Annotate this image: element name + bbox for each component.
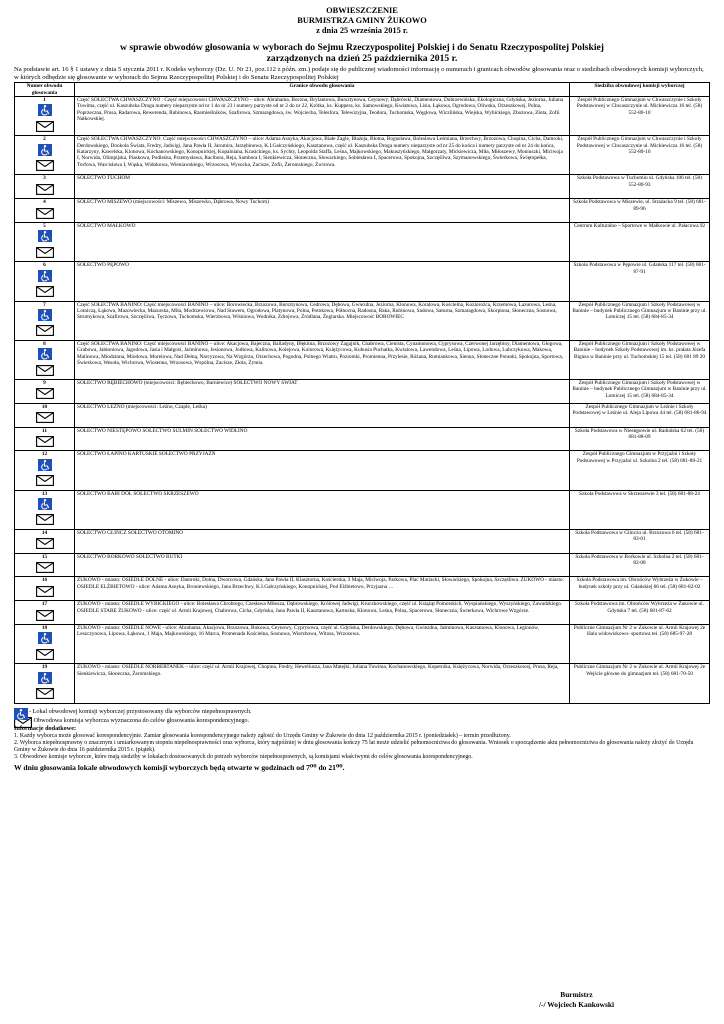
district-number: 7 bbox=[43, 301, 46, 308]
district-bounds: Część SOŁECTWA CHWASZCZYNO: Część miejscowości CHWASZCZYNO – ulice: Adama Asnyka, Akacjowa, Białe Żagle, Błażeja, Błotna, Bogusława, Bolesława Leśmiana, Brzechwy, Brzozowa, Chopina, Cicha, Damroki, Derdowskiego, Dookoła Świata, Fredry, Jadwigi, Jana Pawła II, Jaromira, Jarzębinowa, K.I.Gałczyńskiego, Kasztanowa, część ul. Kaszubska Droga numery nieparzyste od nr 25 do końca i numery parzyste od nr 24 do końca, Katarzyny, Kawelska, Klonowa, Kochanowskiego, Konopnickiej, Kopalniana, Krasickiego, ks. Sychty, Leopolda Staffa, Leśna, Majkowskiego, Makuszyńskiego, Małgorzaty, Mickiewicza, Miła, Miłoszewy, Moniuszki, Miciwoja I, Norwida, Olimpijska, Piaskowa, Podleśna, Przemysława, Racibora, Reja, Sambora I, Sienkiewicza, Słoneczna, Słowackiego, Sobiesława I, Spacerowa, Spokojna, Szczęśliwa, Szymanowskiego, Świerkowa, Świętopełka, Torfowa, Warcisława I, Wąska, Widokowa, Wieniawskiego, Wrzosowa, Wysocka, Zacisze, Zofii, Żeromskiego, Żwirowa. bbox=[75, 136, 570, 175]
district-bounds: Część SOŁECTWA BANINO: Część miejscowości BANINO – ulice: Akacjowa, Bajeczna, Balladyny, Błękitna, Brzozowy Zagajnik, Chabrowa, Cienista, Cynamonowa, Cyprysowa, Czerwonej Jarzębiny, Diamentowa, Głogowa, Grabowa, Jabłoniowa, Jagodowa, Jasia i Małgosi, Jaśminowa, Jesionowa, Jodłowa, Kalinowa, Kolejowa, Kolorowa, Księżycowa, Kubusia Puchatka, Kwiatowa, Lawendowa, Leśna, Lipowa, Lodowa, Lubczykowa, Makowa, Malinowa, Miodzinna, Miodowa, Morelowa, Nad Delną, Narcyzowa, Na Wzgórzu, Orzechowa, Pogodna, Polnego Wiatru, Poziomki, Promienna, Przylesie, Różana, Rumiankowa, Sienna, Słoneczne Poranki, Spokojna, Sportowa, Świerkowa, Wesoła, Wichrowa, Wiosenna, Wrzosowa, Wspólna, Zacisze, Złota, Żytnia. bbox=[75, 340, 570, 379]
table-row bbox=[15, 136, 710, 175]
wheelchair-icon bbox=[14, 708, 26, 717]
note-1: 1. Każdy wyborca może głosować korespondencyjnie. Zamiar głosowania korespondencyjnego należy zgłosić do Urzędu Gminy w Żukowie do dnia 12 października 2015 r. (poniedziałek) – termin przedłużony. bbox=[14, 732, 511, 739]
district-bounds: SOŁECTWO ŁAPINO KARTUSKIE SOŁECTWO PRZYJAŹŃ bbox=[75, 451, 570, 490]
header bbox=[14, 6, 710, 36]
district-number: 18 bbox=[41, 625, 48, 632]
district-number-cell bbox=[15, 223, 75, 262]
district-number: 19 bbox=[41, 664, 48, 671]
commission-seat: Zespół Publicznego Gimnazjum w Leźnie i Szkoły Podstawowej w Leźnie ul. Aleja Lipowa 44 tel. (58) 681-86-94 bbox=[570, 403, 710, 427]
district-number: 11 bbox=[41, 427, 47, 434]
header-line2: BURMISTRZA GMINY ŻUKOWO bbox=[297, 16, 427, 25]
notes-heading: Informacje dodatkowe: bbox=[14, 724, 77, 732]
envelope-icon bbox=[36, 412, 54, 425]
district-number-cell bbox=[15, 199, 75, 223]
col-header-number: Numer obwodu głosowania bbox=[15, 83, 75, 97]
envelope-icon bbox=[36, 365, 54, 378]
table-row bbox=[15, 199, 710, 223]
district-number-cell bbox=[15, 490, 75, 529]
note-3: 3. Obwodowe komisje wyborcze, które mają siedziby w lokalach dostosowanych do potrzeb wyborców niepełnosprawnych, są komisjami właściwymi do celów głosowania korespondencyjnego. bbox=[14, 753, 473, 760]
envelope-icon bbox=[36, 562, 54, 575]
district-number: 16 bbox=[41, 577, 48, 584]
district-number: 14 bbox=[41, 529, 48, 536]
district-number-cell bbox=[15, 577, 75, 601]
legend-mail bbox=[14, 717, 710, 725]
district-bounds: ŻUKOWO - miasto: OSIEDLE NORBERTANEK – ulice: część ul. Armii Krajowej, Chopina, Fredry, Heweliusza, Jana Matejki, Juliana Tuwima, Kochanowskiego, Kopernika, Księżycowa, Norwida, Orzeszkowej, Prusa, Reja, Sienkiewicza, Słoneczna, Żeromskiego. bbox=[75, 664, 570, 703]
district-number-cell bbox=[15, 664, 75, 703]
district-bounds: SOŁECTWO BORKOWO SOŁECTWO RUTKI bbox=[75, 553, 570, 577]
envelope-icon bbox=[36, 208, 54, 221]
district-number: 15 bbox=[41, 553, 48, 560]
document-title bbox=[14, 42, 710, 64]
commission-seat: Szkoła Podstawowa w Glinczu ul. Brzozowa 6 tel. (58) 681-83-01 bbox=[570, 529, 710, 553]
table-row bbox=[15, 529, 710, 553]
table-row bbox=[15, 625, 710, 664]
table-row bbox=[15, 577, 710, 601]
district-number-cell bbox=[15, 451, 75, 490]
district-number: 6 bbox=[43, 262, 46, 269]
wheelchair-icon bbox=[38, 309, 52, 323]
district-number-cell bbox=[15, 601, 75, 625]
signature-role: Burmistrz bbox=[560, 990, 593, 999]
commission-seat: Szkoła Podstawowa im. Obrońców Wybrzeża w Żukowie ul. Gdyńska 7 tel. (58) 681-87-62 bbox=[570, 601, 710, 625]
header-line1: OBWIESZCZENIE bbox=[326, 6, 398, 15]
col-header-seat: Siedziba obwodowej komisji wyborczej bbox=[570, 83, 710, 97]
district-number: 3 bbox=[43, 175, 46, 182]
table-body bbox=[15, 97, 710, 704]
district-number-cell bbox=[15, 379, 75, 403]
commission-seat: Szkoła Podstawowa w Niestępowie ul. Raduńska 62 tel. (58) 681-88-09 bbox=[570, 427, 710, 451]
envelope-icon bbox=[36, 436, 54, 449]
district-number: 5 bbox=[43, 223, 46, 230]
district-bounds: Część SOŁECTWA BANINO: Część miejscowości BANINO – ulice: Borowiecka, Brzozowa, Bursztynowa, Cedrowa, Dębowa, Gwiezdna, Jeziorna, Klonowa, Koralowa, Kościelna, Koziorożca, Krzemowa, Lazurowa, Leśna, Lotniczą, Łąkowa, Mazowiecka, Mazurska, Miła, Modrzewiowa, Nad Stawem, Ogrodowa, Platynowa, Polna, Potokowa, Północna, Radosna, Raka, Rubinowa, Sadowa, Saturna, Szmaragdowa, Skorpiona, Słoneczna, Sosnowa, Strumykowa, Szafirowa, Szczęśliwa, Tęczowa, Tuchomska, Wierzbowa, Wiśniowa, Wodnika, Zdrojowa, Źródlana, Żeglarska. Miejscowość BOROWIEC bbox=[75, 301, 570, 340]
legend-wheel bbox=[14, 707, 710, 717]
signature-name: /-/ Wojciech Kankowski bbox=[538, 1000, 614, 1009]
wheelchair-icon bbox=[38, 672, 52, 686]
wheelchair-icon bbox=[38, 230, 52, 244]
table-row bbox=[15, 301, 710, 340]
additional-info bbox=[14, 725, 710, 761]
district-bounds: ŻUKOWO - miasto: OSIEDLE NOWE - ulice: Abrahama, Akacjowa, Brzozowa, Bukowa, Ceynowy, Cyprysowa, część ul. Gdyńska, Derdowskiego, Dębowa, Gwiezdna, Jaśminowa, Kasztanowa, Klonowa, Legionów, Leszczynowa, Lipowa, Łąkowa, 1 Maja, Majkowskiego, 16 Marca, Promenada Kościelna, Sosnowa, Wierzbowa, Witosa, Wrzosowa. bbox=[75, 625, 570, 664]
district-number: 9 bbox=[43, 379, 46, 386]
envelope-icon bbox=[36, 286, 54, 299]
table-row bbox=[15, 553, 710, 577]
envelope-icon bbox=[36, 160, 54, 173]
table-row bbox=[15, 97, 710, 136]
district-number-cell bbox=[15, 301, 75, 340]
envelope-icon bbox=[36, 184, 54, 197]
district-bounds: SOŁECTWO TUCHOM bbox=[75, 175, 570, 199]
district-number-cell bbox=[15, 403, 75, 427]
commission-seat: Szkoła Podstawowa w Tuchomiu ul. Gdyńska 106 tel. (58) 552-80-93 bbox=[570, 175, 710, 199]
wheelchair-icon bbox=[38, 498, 52, 512]
commission-seat: Publiczne Gimnazjum Nr 2 w Żukowie ul. Armii Krajowej 2e Wejście główne do gimnazjum tel. (58) 681-70-50 bbox=[570, 664, 710, 703]
commission-seat: Szkoła Podstawowa w Miszewie, ul. Strażacka 9 tel. (58) 681-89-96 bbox=[570, 199, 710, 223]
legend-mail-text: - Obwodowa komisja wyborcza wyznaczona do celów głosowania korespondencyjnego. bbox=[30, 716, 250, 724]
district-number: 12 bbox=[41, 451, 48, 458]
envelope-icon bbox=[36, 247, 54, 260]
district-number-cell bbox=[15, 427, 75, 451]
commission-seat: Zespół Publicznego Gimnazjum i Szkoły Podstawowej w Baninie – budynek Szkoły Podstawowej im. ks. prałata Józefa Bigusa w Baninie przy ul. Tuchomskiej 15 tel. (58) 681 89 20 bbox=[570, 340, 710, 379]
district-number: 1 bbox=[43, 97, 46, 103]
commission-seat: Zespół Publicznego Gimnazjum w Przyjaźni i Szkoły Podstawowej w Przyjaźni ul. Szkolna 2 tel. (58) 681-80-21 bbox=[570, 451, 710, 490]
district-number-cell bbox=[15, 553, 75, 577]
commission-seat: Zespół Publicznego Gimnazjum i Szkoły Podstawowej w Baninie – budynek Publicznego Gimnazjum w Baninie przy ul. Lotniczej 15 tel. (58) 684-85-34 bbox=[570, 379, 710, 403]
district-number: 8 bbox=[43, 340, 46, 347]
table-row bbox=[15, 664, 710, 703]
commission-seat: Szkoła Podstawowa w Skrzeszewie 3 tel. (58) 681-88-24 bbox=[570, 490, 710, 529]
wheelchair-icon bbox=[38, 270, 52, 284]
envelope-icon bbox=[36, 388, 54, 401]
envelope-icon bbox=[36, 475, 54, 488]
district-bounds: SOŁECTWO GLINCZ SOŁECTWO OTOMINO bbox=[75, 529, 570, 553]
envelope-icon bbox=[36, 586, 54, 599]
district-bounds: SOŁECTWO MAŁKOWO bbox=[75, 223, 570, 262]
table-row bbox=[15, 427, 710, 451]
commission-seat: Publiczne Gimnazjum Nr 2 w Żukowie ul. Armii Krajowej 2e Hala widowiskowo- sportowa tel. (58) 685-97-28 bbox=[570, 625, 710, 664]
district-number: 13 bbox=[41, 490, 48, 497]
district-number-cell bbox=[15, 136, 75, 175]
district-number-cell bbox=[15, 340, 75, 379]
envelope-icon bbox=[36, 649, 54, 662]
legend-wheel-text: - Lokal obwodowej komisji wyborczej przystosowany dla wyborców niepełnosprawnych. bbox=[29, 707, 252, 715]
header-line3: z dnia 25 września 2015 r. bbox=[316, 26, 408, 35]
table-row bbox=[15, 601, 710, 625]
commission-seat: Szkoła Podstawowa w Borkowie ul. Szkolna 2 tel. (58) 681-82-08 bbox=[570, 553, 710, 577]
district-bounds: SOŁECTWO LEŹNO (miejscowości: Leźno, Czaple, Leśka) bbox=[75, 403, 570, 427]
district-bounds: SOŁECTWO PĘPOWO bbox=[75, 262, 570, 301]
district-number-cell bbox=[15, 529, 75, 553]
envelope-icon bbox=[36, 688, 54, 701]
envelope-icon bbox=[36, 610, 54, 623]
district-bounds: ŻUKOWO - miasto: OSIEDLE DOLNE - ulice: Damroki, Dolna, Dworcowa, Gdańska, Jana Pawła II, Klasztorna, Kościerska, 3 Maja, Miciwoja, Parkowa, Plac Mariacki, Słowackiego, Spokojna, Szczęśliwa. ŻUKOWO - miasto: OSIEDLE ELŻBIETOWO - ulice: Adama Asnyka, Broniewskiego, Jana Brzechwy, K.I.Gałczyńskiego, Konopnickiej, Pod Elżbietowo, Przyjazna … bbox=[75, 577, 570, 601]
envelope-icon bbox=[36, 538, 54, 551]
col-header-bounds: Granice obwodu głosowania bbox=[75, 83, 570, 97]
table-row bbox=[15, 403, 710, 427]
district-bounds: SOŁECTWO NIESTĘPOWO SOŁECTWO SULMIN SOŁECTWO WIDLINO bbox=[75, 427, 570, 451]
district-number-cell bbox=[15, 625, 75, 664]
table-row bbox=[15, 490, 710, 529]
district-bounds: Część SOŁECTWA CHWASZCZYNO : Część miejscowości CHWASZCZYNO – ulice: Abrahama, Boczna, Brylantowa, Bursztynowa, Ceynowy, Dąbrówki, Diamentowa, Dobrzewińska, Ekologiczna, Gdyńska, Jeziorna, Juliana Tuwima, część ul. Kaszubska Droga numery nieparzyste od nr 1 do nr 23 i numery parzyste od nr 2 do nr 22, Krótka, ks. Kuppera, ks. Samowskiego, Kwiatowa, Lisia, Łąkowa, Ogrodowa, Oliwska, Orzeszkowej, Polna, Poprzeczna, Prusa, Radarowa, Rewerenda, Rubinowa, Rzemieślników, Szafirowa, Szmaragdowa, św. Wojciecha, Telesfora, Telewizyjna, Teodora, Tuchomska, Węglowa, Wiczlińska, Wiejska, Wybickiego, Zbożowa, Złota, Zofii Nałkowskiej. bbox=[75, 97, 570, 136]
note-2: 2. Wyborca niepełnosprawny o znacznym i umiarkowanym stopniu niepełnosprawności oraz wyborca, który najpóźniej w dniu głosowania kończy 75 lat może udzielić pełnomocnictwa do głosowania. Wniosek o sporządzenie aktu pełnomocnictwa do głosowania należy złożyć do Urzędu Gminy w Żukowie do dnia 16 października 2015 r. (piątek). bbox=[14, 739, 694, 753]
table-row bbox=[15, 175, 710, 199]
envelope-icon bbox=[36, 121, 54, 134]
table-row bbox=[15, 223, 710, 262]
district-number-cell bbox=[15, 175, 75, 199]
commission-seat: Centrum Kulturalno – Sportowe w Małkowie ul. Pałacowa 92 bbox=[570, 223, 710, 262]
district-number: 4 bbox=[43, 199, 46, 206]
envelope-icon bbox=[36, 514, 54, 527]
district-bounds: SOŁECTWO RĘBIECHOWO (miejscowości: Rębiechowo, Barniewice) SOŁECTWO NOWY ŚWIAT bbox=[75, 379, 570, 403]
commission-seat: Zespół Publicznego Gimnazjum i Szkoły Podstawowej w Baninie – budynek Publicznego Gimnazjum w Baninie przy ul. Lotniczej 15 tel. (58) 684-85-34 bbox=[570, 301, 710, 340]
commission-seat: Zespół Publicznego Gimnazjum w Chwaszczynie i Szkoły Podstawowej w Chwaszczynie ul. Mickiewicza 16 tel. (58) 552-80-10 bbox=[570, 97, 710, 136]
wheelchair-icon bbox=[38, 104, 52, 118]
table-header-row bbox=[15, 83, 710, 97]
district-bounds: SOŁECTWO MISZEWO (miejscowości: Miszewo, Miszewko, Dąbrowa, Nowy Tuchom) bbox=[75, 199, 570, 223]
title-line2: zarządzonych na dzień 25 października 2015 r. bbox=[266, 53, 458, 64]
commission-seat: Szkoła Podstawowa im. Obrońców Wybrzeża w Żukowie – budynek szkoły przy ul. Gdańskiej 66 tel. (58) 681-82-02 bbox=[570, 577, 710, 601]
envelope-icon bbox=[36, 325, 54, 338]
district-bounds: SOŁECTWO BABI DÓŁ SOŁECTWO SKRZESZEWO bbox=[75, 490, 570, 529]
districts-table bbox=[14, 82, 710, 703]
table-row bbox=[15, 379, 710, 403]
commission-seat: Zespół Publicznego Gimnazjum w Chwaszczynie i Szkoły Podstawowej w Chwaszczynie ul. Mickiewicza 16 tel. (58) 552-80-10 bbox=[570, 136, 710, 175]
table-row bbox=[15, 262, 710, 301]
district-number: 2 bbox=[43, 136, 46, 143]
table-row bbox=[15, 340, 710, 379]
district-bounds: ŻUKOWO - miasto: OSIEDLE WYBICKIEGO - ulice: Bolesława Chrobrego, Czesława Miłosza, Dąbrowskiego, Królowej Jadwigi, Kruczkowskiego, część ul. Książąt Pomorskich, Wyspiańskiego, Wyszyńskiego, Zawadzkiego. OSIEDLE STARE ŻUKOWO - ulice: część ul. Armii Krajowej, Chabrowa, Cicha, Gdyńska, Jana Pawła II, Kasztanowa, Kartuska, Klonowa, Leśna, Polna, Spacerowa, Słoneczna, Świerkowa, Wichrowe Wzgórze. bbox=[75, 601, 570, 625]
wheelchair-icon bbox=[38, 459, 52, 473]
legend bbox=[14, 707, 710, 725]
district-number-cell bbox=[15, 262, 75, 301]
district-number-cell bbox=[15, 97, 75, 136]
wheelchair-icon bbox=[38, 632, 52, 646]
intro-text: Na podstawie art. 16 § 1 ustawy z dnia 5 stycznia 2011 r. Kodeks wyborczy (Dz. U. Nr 21, poz.112 z późn. zm.) podaje się do publicznej wiadomości informację o numerach i granicach obwodów głosowania oraz o siedzibach obwodowych komisji wyborczych, w których odbędzie się głosowanie w wyborach do Sejmu Rzeczypospolitej Polskiej i do Senatu Rzeczypospolitej Polskiej bbox=[14, 66, 704, 81]
table-row bbox=[15, 451, 710, 490]
district-number: 17 bbox=[41, 601, 48, 608]
commission-seat: Szkoła Podstawowa w Pępowie ul. Gdańska 117 tel. (58) 681-87-91 bbox=[570, 262, 710, 301]
wheelchair-icon bbox=[38, 348, 52, 362]
district-number: 10 bbox=[41, 403, 48, 410]
opening-hours: W dniu głosowania lokale obwodowych komisji wyborczych będą otwarte w godzinach od 7⁰⁰ do 21⁰⁰. bbox=[14, 762, 345, 772]
wheelchair-icon bbox=[38, 144, 52, 158]
signature bbox=[539, 990, 614, 1010]
title-line1: w sprawie obwodów głosowania w wyborach do Sejmu Rzeczypospolitej Polskiej i do Senatu Rzeczypospolitej Polskiej bbox=[120, 42, 604, 53]
